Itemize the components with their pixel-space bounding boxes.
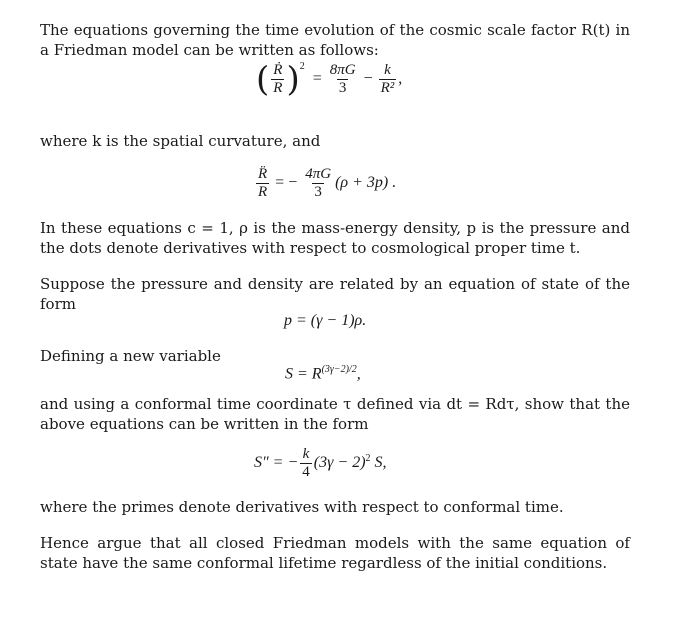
fraction-4pig-over-3: $\frac{4\pi G}{3}$ [305,166,332,200]
paragraph-primes: where the primes denote derivatives with respect to conformal time. [40,498,564,516]
fraction-k-over-4: $\frac{k}{4}$ [302,446,310,480]
equation-state: p = (γ − 1)ρ. [284,312,367,329]
equation-acceleration: $\frac{R̈}{R}$ = − $\frac{4\pi G}{3}$ (ρ + 3p) . [258,166,397,200]
fraction-k-over-r2: $\frac{k}{\text{R²}}$ [380,62,395,96]
equation-new-variable: $S = R^{(3\gamma-2)/2}$, [285,364,361,383]
paragraph-conformal-time: and using a conformal time coordinate τ defined via dt = Rdτ, show that the above equations can be written in the form [40,395,630,433]
equation-conformal: S″ = − $\frac{k}{4}$ $(3\gamma - 2)^2$ S, [254,446,387,480]
paragraph-curvature: where k is the spatial curvature, and [40,132,321,150]
paragraph-intro: The equations governing the time evolution of the cosmic scale factor R(t) in a Friedman model can be written as follows: [40,21,630,59]
paragraph-new-variable: Defining a new variable [40,347,221,365]
fraction-rdot-over-r: $\frac{\text{Ṙ}}{R}$ [273,62,283,96]
fraction-8pig-over-3: $\frac{8\pi G}{3}$ [329,62,356,96]
paragraph-definitions: In these equations c = 1, ρ is the mass-energy density, p is the pressure and the dots denote derivatives with respect to cosmological proper time t. [40,219,630,257]
paragraph-conclusion: Hence argue that all closed Friedman models with the same equation of state have the same conformal lifetime regardless of the initial conditions. [40,534,630,572]
fraction-rddot-over-r: $\frac{R̈}{R}$ [258,166,268,200]
left-paren: ( [256,59,270,100]
equation-friedmann: ( $\frac{\text{Ṙ}}{R}$ )$^2$ = $\frac{8\pi G}{3}$ − $\frac{k}{\text{R²}}$ , [256,59,403,100]
right-paren: ) [286,59,300,100]
paragraph-equation-of-state: Suppose the pressure and density are related by an equation of state of the form [40,275,630,313]
